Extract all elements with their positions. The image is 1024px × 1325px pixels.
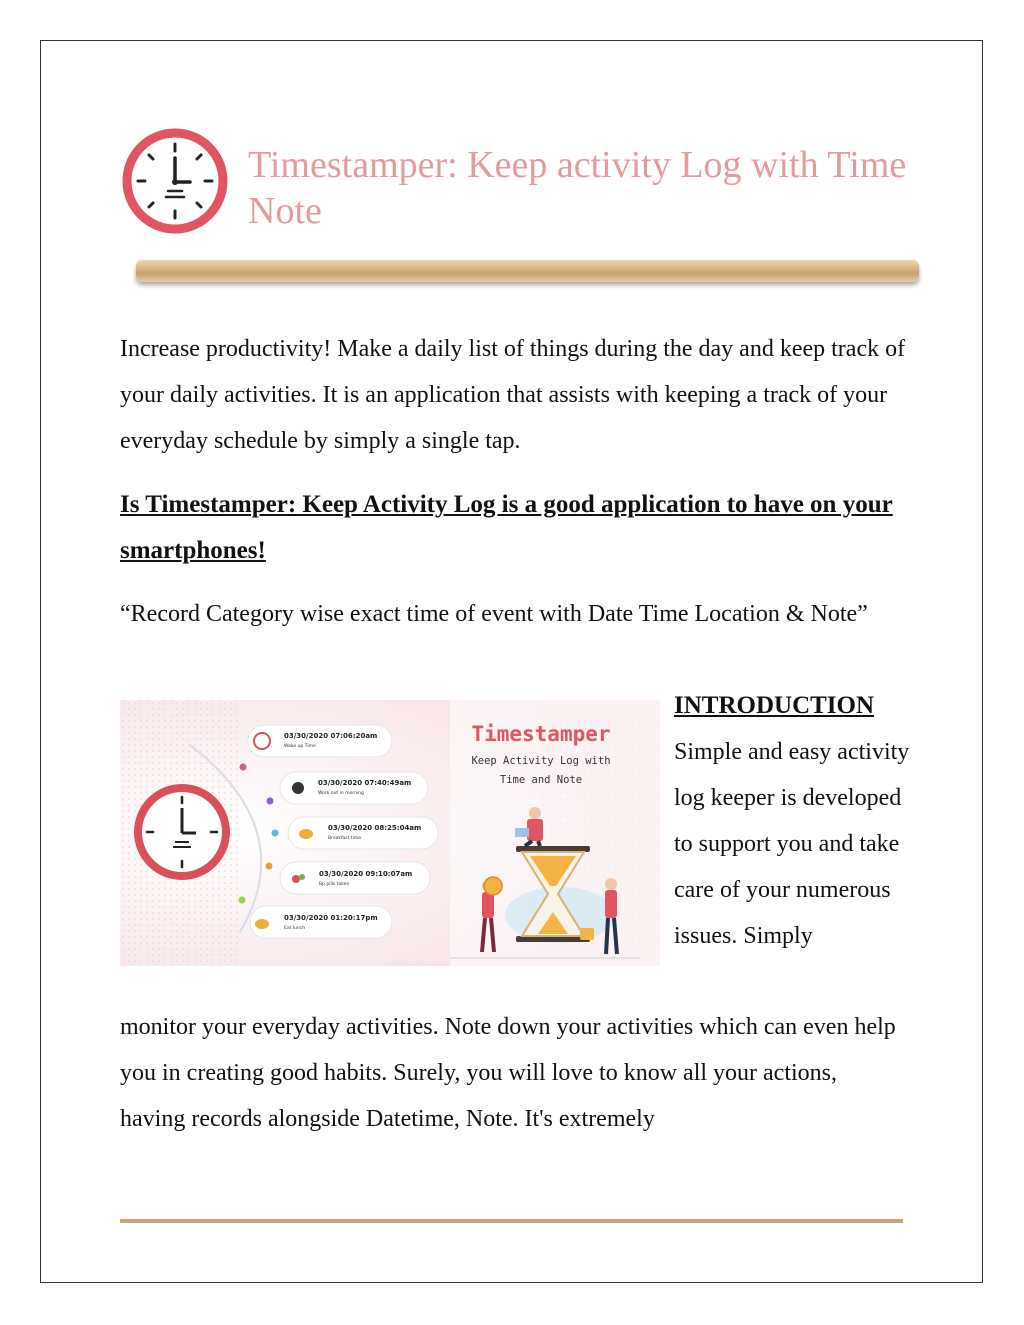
continuation-paragraph: monitor your everyday activities. Note down your activities which can even help you in creating good habits. Surely, you will love to know all your actions, having records alongside Datetime, Note. It's extremely bbox=[120, 1014, 896, 1132]
footer-divider bbox=[120, 1219, 903, 1223]
svg-text:Eat lunch: Eat lunch bbox=[284, 926, 306, 931]
svg-text:Breakfast time: Breakfast time bbox=[328, 836, 362, 841]
brand-title: Timestamper bbox=[471, 722, 611, 746]
kettlebell-icon bbox=[292, 782, 304, 794]
svg-text:Wake up Time: Wake up Time bbox=[284, 744, 316, 749]
introduction-title: INTRODUCTION bbox=[674, 692, 875, 719]
introduction-text: Simple and easy activity log keeper is developed to support you and take care of your numerous issues. Simply bbox=[674, 739, 910, 949]
svg-text:Work out in morning: Work out in morning bbox=[318, 791, 364, 796]
title-divider bbox=[136, 260, 919, 282]
hero-clock-icon bbox=[138, 788, 226, 876]
introduction-column bbox=[674, 683, 914, 959]
svg-text:03/30/2020 07:06:20am: 03/30/2020 07:06:20am bbox=[284, 732, 378, 740]
section-heading: Is Timestamper: Keep Activity Log is a good application to have on your smartphones! bbox=[120, 491, 893, 564]
bowl-icon bbox=[299, 829, 313, 839]
brand-subtitle-1: Keep Activity Log with bbox=[471, 755, 611, 767]
alarm-icon bbox=[254, 733, 270, 749]
log-entry-card bbox=[248, 725, 392, 757]
lunch-icon bbox=[255, 919, 269, 929]
log-entry-card bbox=[280, 772, 428, 804]
log-entry-card bbox=[280, 862, 430, 894]
svg-text:03/30/2020 09:10:07am: 03/30/2020 09:10:07am bbox=[319, 870, 413, 878]
svg-text:03/30/2020 01:20:17pm: 03/30/2020 01:20:17pm bbox=[284, 914, 378, 922]
brand-subtitle-2: Time and Note bbox=[499, 774, 583, 786]
svg-text:03/30/2020 08:25:04am: 03/30/2020 08:25:04am bbox=[328, 824, 422, 832]
svg-text:03/30/2020 07:40:49am: 03/30/2020 07:40:49am bbox=[318, 779, 412, 787]
quote-paragraph: “Record Category wise exact time of event with Date Time Location & Note” bbox=[120, 601, 868, 627]
log-entry-card bbox=[288, 817, 438, 849]
pills-icon bbox=[292, 875, 300, 883]
document-title: Timestamper: Keep activity Log with Time Note bbox=[248, 144, 907, 232]
intro-paragraph: Increase productivity! Make a daily list of things during the day and keep track of your daily activities. It is an application that assists with keeping a track of your everyday schedule by simply a single tap. bbox=[120, 336, 906, 454]
svg-text:Bp pills taken: Bp pills taken bbox=[319, 882, 350, 887]
app-promo-image bbox=[120, 700, 660, 966]
clock-logo-icon bbox=[120, 126, 230, 236]
log-entry-card bbox=[250, 906, 392, 938]
